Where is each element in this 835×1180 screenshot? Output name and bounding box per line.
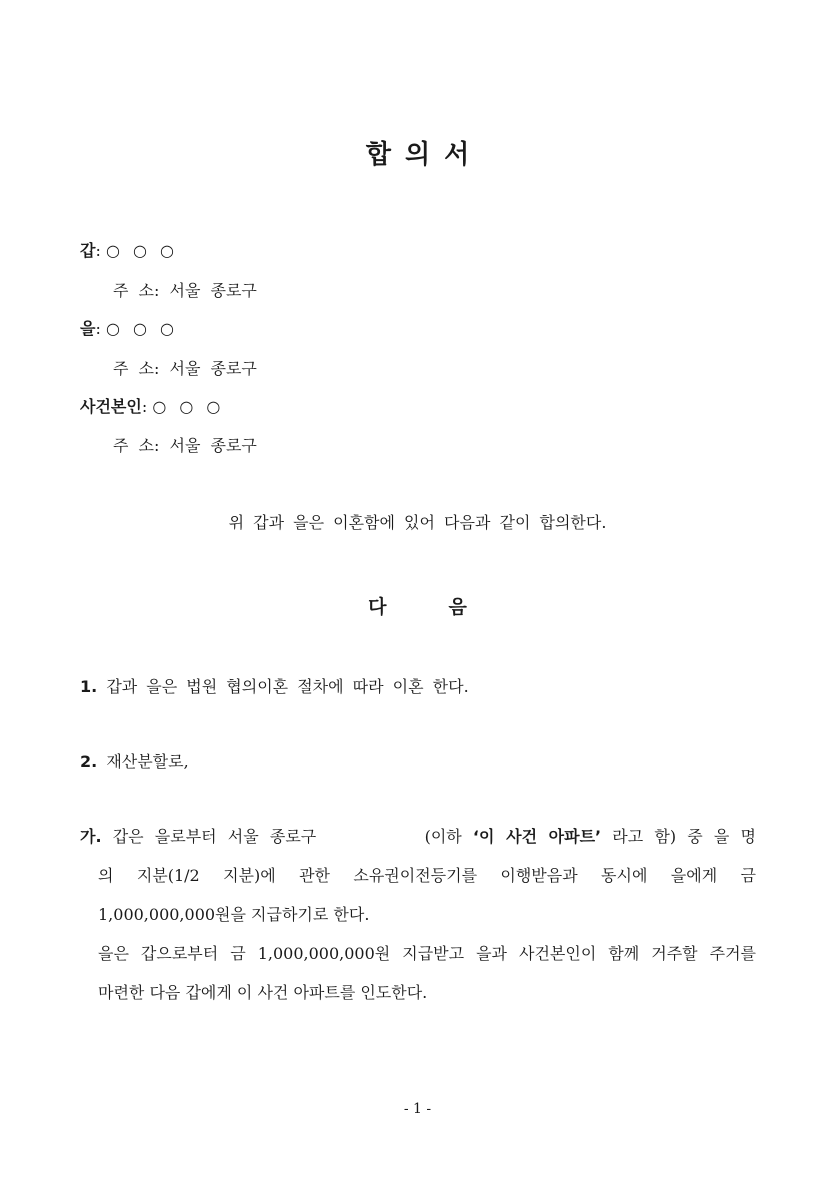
section-heading-right: 음 (448, 596, 467, 618)
section-heading-left: 다 (368, 596, 387, 618)
clause-2-text: 재산분할로, (106, 752, 189, 771)
subclause-line-4: 을은 갑으로부터 금 1,000,000,000원 지급받고 을과 사건본인이 함께 거주할 주거를 (98, 944, 756, 963)
party-child-placeholder: ○ ○ ○ (152, 397, 225, 416)
document-title (0, 134, 835, 171)
address-value: 서울 종로구 (169, 359, 257, 378)
party-child: 사건본인: ○ ○ ○ (80, 397, 225, 416)
subclause-line-5: 마련한 다음 갑에게 이 사건 아파트를 인도한다. (98, 983, 428, 1002)
subclause-line-3: 1,000,000,000원을 지급하기로 한다. (98, 905, 370, 924)
page-number: - 1 - (403, 1101, 432, 1117)
party-gap-placeholder: ○ ○ ○ (105, 241, 179, 260)
clause-1-text: 갑과 을은 법원 협의이혼 절차에 따라 이혼 한다. (106, 677, 469, 696)
defined-term: ‘이 사건 아파트’ (472, 827, 602, 846)
party-eul: 을: ○ ○ ○ (80, 319, 179, 338)
address-label: 주 소: (113, 281, 160, 300)
party-gap-name: 갑 (80, 241, 96, 260)
section-heading (0, 592, 835, 619)
intro-sentence: 위 갑과 을은 이혼함에 있어 다음과 같이 합의한다. (228, 513, 607, 532)
subclause-line-2: 의 지분(1/2 지분)에 관한 소유권이전등기를 이행받음과 동시에 을에게 금 (98, 866, 756, 885)
clause-1-number: 1. (80, 677, 98, 696)
address-value: 서울 종로구 (169, 281, 257, 300)
party-gap-address (113, 278, 257, 301)
address-label: 주 소: (113, 436, 160, 455)
subclause-line-1-a: 갑은 을로부터 서울 종로구 (112, 827, 317, 846)
title-char-2: 의 (404, 140, 431, 170)
party-eul-address (113, 356, 257, 379)
party-child-name: 사건본인 (80, 397, 142, 416)
party-child-address (113, 433, 257, 456)
subclause-ga (80, 817, 756, 1012)
address-value: 서울 종로구 (169, 436, 257, 455)
subclause-line-1-c: 라고 함) 중 을 명 (612, 827, 756, 846)
clause-2 (80, 749, 189, 772)
title-char-3: 서 (444, 140, 470, 170)
title-char-1: 합 (365, 140, 391, 170)
party-gap: 갑: ○ ○ ○ (80, 241, 179, 260)
subclause-label: 가. (80, 827, 102, 846)
party-eul-name: 을 (80, 319, 96, 338)
subclause-line-1-b: (이하 (424, 827, 462, 846)
party-eul-placeholder: ○ ○ ○ (105, 319, 179, 338)
address-label: 주 소: (113, 359, 160, 378)
subclause-line-1 (80, 817, 756, 856)
clause-2-number: 2. (80, 752, 98, 771)
clause-1 (80, 674, 469, 697)
